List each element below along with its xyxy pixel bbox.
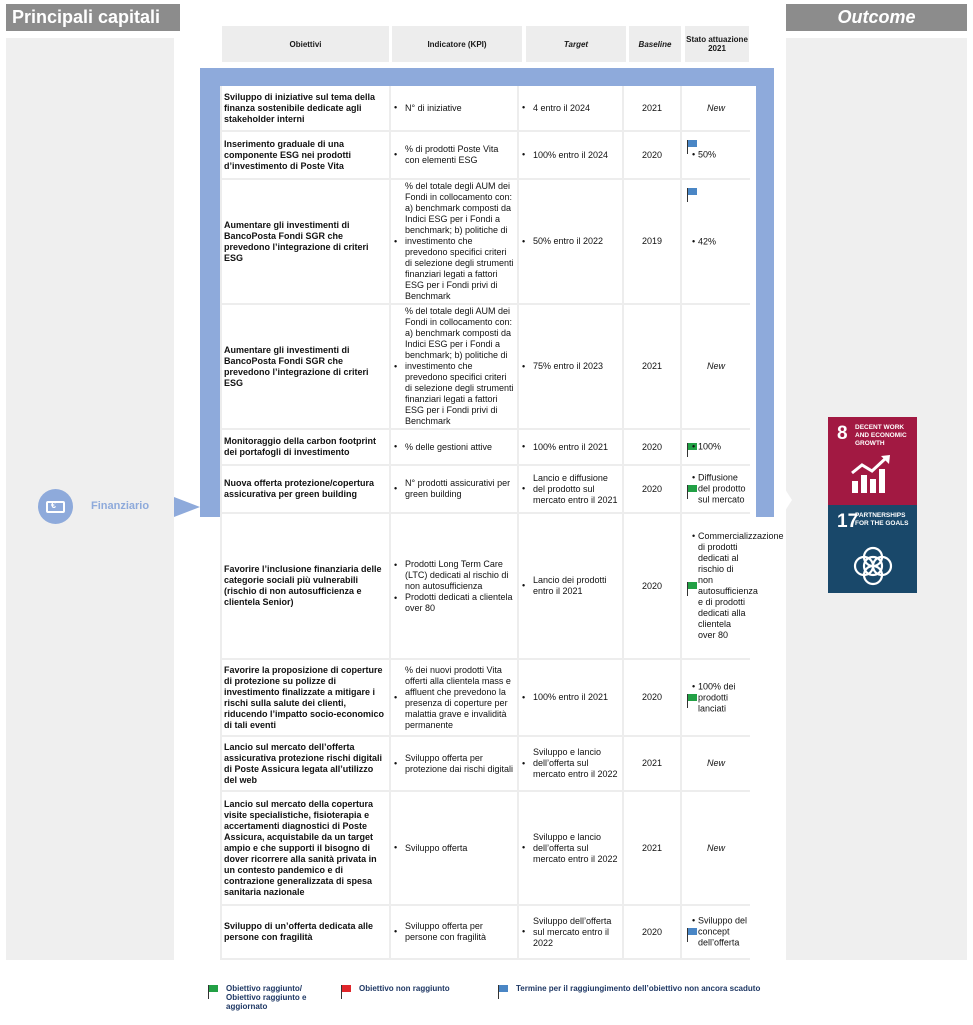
objective-text: Aumentare gli investimenti di BancoPosta Fondi SGR che prevedono l’integrazione di criteri ESG [224, 344, 369, 388]
target-cell [519, 86, 622, 130]
bullet: • [394, 692, 398, 702]
kpi-text: N° prodotti assicurativi per green building [405, 478, 511, 499]
status-text: Sviluppo del concept dell’offerta [698, 915, 748, 948]
kpi-list [394, 558, 515, 614]
baseline-text: 2020 [641, 692, 663, 702]
objective-text: Sviluppo di un’offerta dedicata alle persone con fragilità [224, 921, 374, 942]
status-text: New [706, 758, 725, 768]
legend-achieved [226, 984, 336, 1011]
status-cell: • 100% dei prodotti lanciati [682, 660, 750, 735]
bullet: • [394, 592, 398, 603]
column-header-kpi: Indicatore (KPI) [392, 26, 522, 62]
kpi-cell [391, 430, 517, 464]
kpi-cell [391, 514, 517, 658]
status-cell: • 42% [682, 180, 750, 303]
kpi-text: % del totale degli AUM dei Fondi in collocamento con: a) benchmark composti da Indici ESG per i Fondi a benchmark; b) politiche di investimento che prevedono specifici criteri di selezione degli strumenti finanziari legati a fattori ESG per i Fondi privi di Benchmark [405, 181, 514, 301]
objective-cell [222, 180, 389, 303]
kpi-text: Prodotti dedicati a clientela over 80 [405, 591, 513, 613]
kpi-text: % delle gestioni attive [405, 441, 493, 452]
target-cell [519, 660, 622, 735]
bullet: • [522, 692, 526, 702]
objective-cell [222, 466, 389, 512]
bullet: • [394, 441, 398, 452]
baseline-text: 2021 [641, 102, 663, 113]
kpi-cell [391, 792, 517, 904]
flow-frame-top [200, 68, 774, 86]
kpi-cell [391, 466, 517, 512]
status-cell [682, 86, 750, 130]
target-cell [519, 737, 622, 790]
kpi-text: % dei nuovi prodotti Vita offerti alla clientela mass e affluent che prevedono la presenza di coperture per malattia grave e invalidità permanente [405, 664, 511, 730]
kpi-text: Prodotti Long Term Care (LTC) dedicati al rischio di non autosufficienza [405, 558, 509, 591]
table-row [220, 86, 756, 132]
objective-cell [222, 792, 389, 904]
status-cell: • 50% [682, 132, 750, 178]
status-text: 42% [698, 236, 717, 246]
baseline-cell [624, 660, 680, 735]
sdg-title: PARTNERSHIPS FOR THE GOALS [855, 512, 909, 527]
sdg-17-tile [828, 505, 917, 593]
flow-frame-right [756, 68, 774, 517]
table-row [220, 514, 784, 660]
status-text: 100% [698, 441, 722, 452]
kpi-cell [391, 737, 517, 790]
target-text: 100% entro il 2021 [533, 692, 609, 702]
objective-text: Monitoraggio della carbon footprint dei portafogli di investimento [224, 436, 376, 457]
status-cell: • Diffusione del prodotto sul mercato [682, 466, 750, 512]
legend-pending [516, 984, 776, 993]
table-row [220, 466, 756, 514]
target-text: 100% entro il 2021 [533, 441, 609, 452]
status-text: New [706, 842, 725, 853]
baseline-cell [624, 430, 680, 464]
status-text: Commercializzazione di prodotti dedicati al rischio di non autosufficienza e di prodotti dedicati alla clientela over 80 [698, 531, 784, 640]
baseline-text: 2021 [641, 758, 663, 768]
money-icon [38, 489, 73, 524]
objective-cell [222, 514, 389, 658]
sdg-8-tile [828, 417, 917, 505]
objective-cell [222, 430, 389, 464]
table-row [220, 792, 756, 906]
blue-flag-icon [687, 928, 697, 942]
status-text: New [706, 361, 725, 371]
baseline-text: 2019 [641, 236, 663, 246]
sdg-title: DECENT WORK AND ECONOMIC GROWTH [855, 424, 907, 447]
bullet: • [394, 361, 398, 371]
blue-flag-icon [687, 188, 697, 202]
kpi-cell [391, 180, 517, 303]
objective-text: Lancio sul mercato dell’offerta assicurativa protezione rischi digitali di Poste Assicura legata all’utilizzo del web [224, 741, 383, 785]
table-row [220, 906, 756, 960]
status-cell: • Commercializzazione di prodotti dedicati al rischio di non autosufficienza e di prodotti dedicati alla clientela over 80 [682, 514, 750, 658]
bullet: • [522, 441, 526, 452]
baseline-text: 2020 [641, 149, 663, 160]
bullet: • [394, 102, 398, 113]
baseline-cell [624, 906, 680, 958]
target-cell [519, 180, 622, 303]
column-header-target: Target [526, 26, 626, 62]
objective-text: Sviluppo di iniziative sul tema della finanza sostenibile dedicate agli stakeholder interni [224, 91, 376, 124]
bullet: • [522, 236, 526, 246]
target-cell [519, 132, 622, 178]
status-text: Diffusione del prodotto sul mercato [698, 472, 746, 505]
target-text: 75% entro il 2023 [533, 361, 604, 371]
outcome-arrow-icon [774, 472, 792, 528]
objective-text: Favorire la proposizione di coperture di protezione su polizze di investimento finalizzate a mitigare i rischi sulla salute dei clienti, riducendo l’impatto socio-economico di tali eventi [224, 664, 385, 730]
green-flag-icon [687, 582, 697, 596]
objective-text: Aumentare gli investimenti di BancoPosta Fondi SGR che prevedono l’integrazione di criteri ESG [224, 219, 369, 263]
objective-cell [222, 132, 389, 178]
table-row [220, 180, 756, 305]
kpi-cell [391, 132, 517, 178]
target-cell [519, 792, 622, 904]
target-text: 100% entro il 2024 [533, 149, 609, 160]
right-section-title: Outcome [786, 4, 967, 31]
bullet: • [394, 926, 398, 937]
legend-label: Termine per il raggiungimento dell’obiettivo non ancora scaduto [516, 984, 761, 993]
baseline-cell [624, 180, 680, 303]
baseline-text: 2020 [641, 926, 663, 937]
bullet: • [522, 483, 526, 494]
objective-text: Inserimento graduale di una componente ESG nei prodotti d’investimento di Poste Vita [224, 138, 352, 171]
bullet: • [394, 559, 398, 570]
status-cell [682, 305, 750, 428]
kpi-cell [391, 305, 517, 428]
baseline-cell [624, 792, 680, 904]
legend-label: Obiettivo non raggiunto [359, 984, 450, 993]
baseline-cell [624, 132, 680, 178]
column-header-status: Stato attuazione 2021 [685, 26, 749, 62]
target-text: Lancio dei prodotti entro il 2021 [533, 575, 607, 596]
green-flag-icon [208, 985, 218, 999]
bullet: • [522, 580, 526, 591]
objective-text: Nuova offerta protezione/copertura assicurativa per green building [224, 478, 375, 499]
legend-label: Obiettivo raggiunto/ Obiettivo raggiunto e aggiornato [226, 984, 307, 1011]
bullet: • [394, 149, 398, 160]
column-header-baseline: Baseline [629, 26, 681, 62]
kpi-text: N° di iniziative [405, 102, 462, 113]
baseline-cell [624, 737, 680, 790]
baseline-text: 2021 [641, 361, 663, 371]
flow-arrow-icon [174, 497, 200, 517]
table-row [220, 305, 756, 430]
objective-text: Lancio sul mercato della copertura visite specialistiche, fisioterapia e accertamenti diagnostici di Poste Assicura, acquistabile da un target ampio e che supporti il bisogno di dover ricorrere alla sanità privata in un contesto pandemico e di contrazione generalizzata di spesa sanitaria nazionale [224, 798, 377, 897]
kpi-cell [391, 906, 517, 958]
target-cell [519, 305, 622, 428]
kpi-cell [391, 86, 517, 130]
target-cell [519, 514, 622, 658]
objective-cell [222, 86, 389, 130]
table-row [220, 430, 756, 466]
target-text: Lancio e diffusione del prodotto sul mercato entro il 2021 [533, 472, 618, 505]
bullet: • [394, 842, 398, 853]
baseline-text: 2021 [641, 842, 663, 853]
status-text: 100% dei prodotti lanciati [698, 681, 736, 713]
capital-label: Finanziario [91, 500, 150, 512]
status-cell: • Sviluppo del concept dell’offerta [682, 906, 750, 958]
target-text: Sviluppo dell’offerta sul mercato entro il 2022 [533, 915, 612, 948]
target-text: 4 entro il 2024 [533, 102, 591, 113]
baseline-text: 2020 [641, 580, 663, 591]
bullet: • [394, 758, 398, 768]
status-cell [682, 792, 750, 904]
baseline-text: 2020 [641, 483, 663, 494]
blue-flag-icon [498, 985, 508, 999]
kpi-text: Sviluppo offerta [405, 842, 468, 853]
baseline-cell [624, 514, 680, 658]
bullet: • [522, 926, 526, 937]
left-section-title: Principali capitali [6, 4, 180, 31]
kpi-text: Sviluppo offerta per persone con fragilità [405, 921, 487, 942]
objective-cell [222, 737, 389, 790]
bullet: • [522, 758, 526, 768]
target-cell [519, 906, 622, 958]
green-flag-icon [687, 485, 697, 499]
status-cell [682, 737, 750, 790]
flow-frame-left [200, 68, 220, 517]
objective-cell [222, 660, 389, 735]
objectives-table [220, 86, 784, 962]
status-cell: • 100% [682, 430, 750, 464]
bullet: • [394, 483, 398, 494]
objective-text: Favorire l’inclusione finanziaria delle categorie sociali più vulnerabili (rischio di non autosufficienza e clientela Senior) [224, 564, 382, 607]
objective-cell [222, 305, 389, 428]
sdg-number: 8 [837, 423, 848, 444]
target-cell [519, 466, 622, 512]
legend-not-achieved [359, 984, 479, 993]
bullet: • [522, 149, 526, 160]
table-row [220, 737, 756, 792]
target-text: 50% entro il 2022 [533, 236, 604, 246]
target-cell [519, 430, 622, 464]
green-flag-icon [687, 694, 697, 708]
column-header-objective: Obiettivi [222, 26, 389, 62]
kpi-text: Sviluppo offerta per protezione dai rischi digitali [405, 752, 514, 774]
table-row [220, 660, 756, 737]
red-flag-icon [341, 985, 351, 999]
baseline-cell [624, 466, 680, 512]
baseline-cell [624, 305, 680, 428]
kpi-text: % di prodotti Poste Vita con elementi ESG [405, 144, 499, 165]
table-row [220, 132, 756, 180]
capitals-panel [6, 38, 174, 960]
objective-cell [222, 906, 389, 958]
baseline-text: 2020 [641, 441, 663, 452]
baseline-cell [624, 86, 680, 130]
status-text: 50% [698, 149, 717, 160]
target-text: Sviluppo e lancio dell’offerta sul mercato entro il 2022 [533, 831, 618, 864]
bullet: • [522, 361, 526, 371]
bullet: • [522, 102, 526, 113]
kpi-cell [391, 660, 517, 735]
sdg-number: 17 [837, 511, 859, 532]
bullet: • [394, 236, 398, 246]
kpi-text: % del totale degli AUM dei Fondi in collocamento con: a) benchmark composti da Indici ESG per i Fondi a benchmark; b) politiche di investimento che prevedono specifici criteri di selezione degli strumenti finanziari legati a fattori ESG per i Fondi privi di Benchmark [405, 306, 514, 426]
bullet: • [522, 842, 526, 853]
status-text: New [706, 102, 725, 113]
partnership-rings-icon [850, 543, 896, 589]
target-text: Sviluppo e lancio dell’offerta sul mercato entro il 2022 [533, 747, 618, 779]
growth-chart-icon [850, 455, 894, 495]
